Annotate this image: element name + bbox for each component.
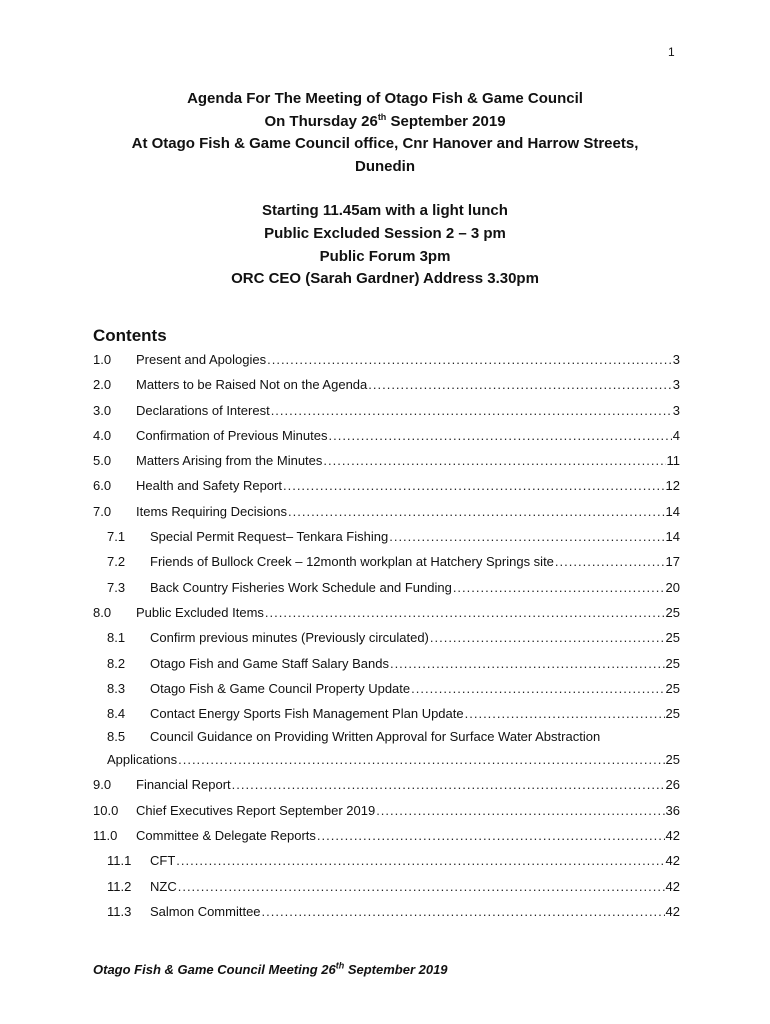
header-title: Agenda For The Meeting of Otago Fish & Game Council	[187, 90, 583, 107]
toc-subitem[interactable]: 8.5 Council Guidance on Providing Written Approval for Surface Water Abstraction Applications ..... 25	[93, 726, 680, 772]
toc-subitem[interactable]: 11.3 Salmon Committee ..... 42	[93, 899, 680, 924]
toc-item[interactable]: 10.0 Chief Executives Report September 2019 ..... 36	[93, 798, 680, 823]
toc-subitem[interactable]: 11.2 NZC ..... 42	[93, 874, 680, 899]
contents-heading: Contents	[93, 326, 167, 345]
page-number: 1	[668, 45, 675, 59]
toc-item[interactable]: 3.0 Declarations of Interest ..... 3	[93, 398, 680, 423]
toc-item[interactable]: 2.0 Matters to be Raised Not on the Agenda ..... 3	[93, 372, 680, 397]
toc-subitem[interactable]: 8.3 Otago Fish & Game Council Property Update ..... 25	[93, 676, 680, 701]
toc-item[interactable]: 8.0 Public Excluded Items ..... 25	[93, 600, 680, 625]
header-public-forum: Public Forum 3pm	[319, 247, 451, 265]
toc-subitem[interactable]: 7.2 Friends of Bullock Creek – 12month workplan at Hatchery Springs site ..... 17	[93, 549, 680, 574]
header-date: On Thursday 26th September 2019	[264, 111, 506, 130]
toc-item[interactable]: 11.0 Committee & Delegate Reports ..... 42	[93, 823, 680, 848]
page-footer: Otago Fish & Game Council Meeting 26th September 2019	[93, 960, 448, 977]
header-location: At Otago Fish & Game Council office, Cnr Hanover and Harrow Streets,	[131, 135, 639, 153]
header-ceo-address: ORC CEO (Sarah Gardner) Address 3.30pm	[231, 270, 539, 288]
toc-subitem[interactable]: 7.3 Back Country Fisheries Work Schedule and Funding ..... 20	[93, 575, 680, 600]
agenda-header	[0, 88, 770, 291]
toc-item[interactable]: 6.0 Health and Safety Report ..... 12	[93, 473, 680, 498]
toc-subitem[interactable]: 8.1 Confirm previous minutes (Previously circulated) ..... 25	[93, 625, 680, 650]
toc-item[interactable]: 1.0 Present and Apologies ..... 3	[93, 347, 680, 372]
table-of-contents	[93, 347, 680, 924]
header-public-excluded: Public Excluded Session 2 – 3 pm	[264, 224, 506, 242]
toc-item[interactable]: 4.0 Confirmation of Previous Minutes ..... 4	[93, 423, 680, 448]
toc-item[interactable]: 7.0 Items Requiring Decisions ..... 14	[93, 499, 680, 524]
toc-subitem[interactable]: 7.1 Special Permit Request– Tenkara Fishing ..... 14	[93, 524, 680, 549]
toc-subitem[interactable]: 8.4 Contact Energy Sports Fish Management Plan Update ..... 25	[93, 701, 680, 726]
toc-item[interactable]: 5.0 Matters Arising from the Minutes ..... 11	[93, 448, 680, 473]
toc-item[interactable]: 9.0 Financial Report ..... 26	[93, 772, 680, 797]
toc-subitem[interactable]: 8.2 Otago Fish and Game Staff Salary Bands ..... 25	[93, 651, 680, 676]
header-start-time: Starting 11.45am with a light lunch	[262, 202, 508, 220]
toc-subitem[interactable]: 11.1 CFT ..... 42	[93, 848, 680, 873]
header-city: Dunedin	[355, 157, 415, 175]
